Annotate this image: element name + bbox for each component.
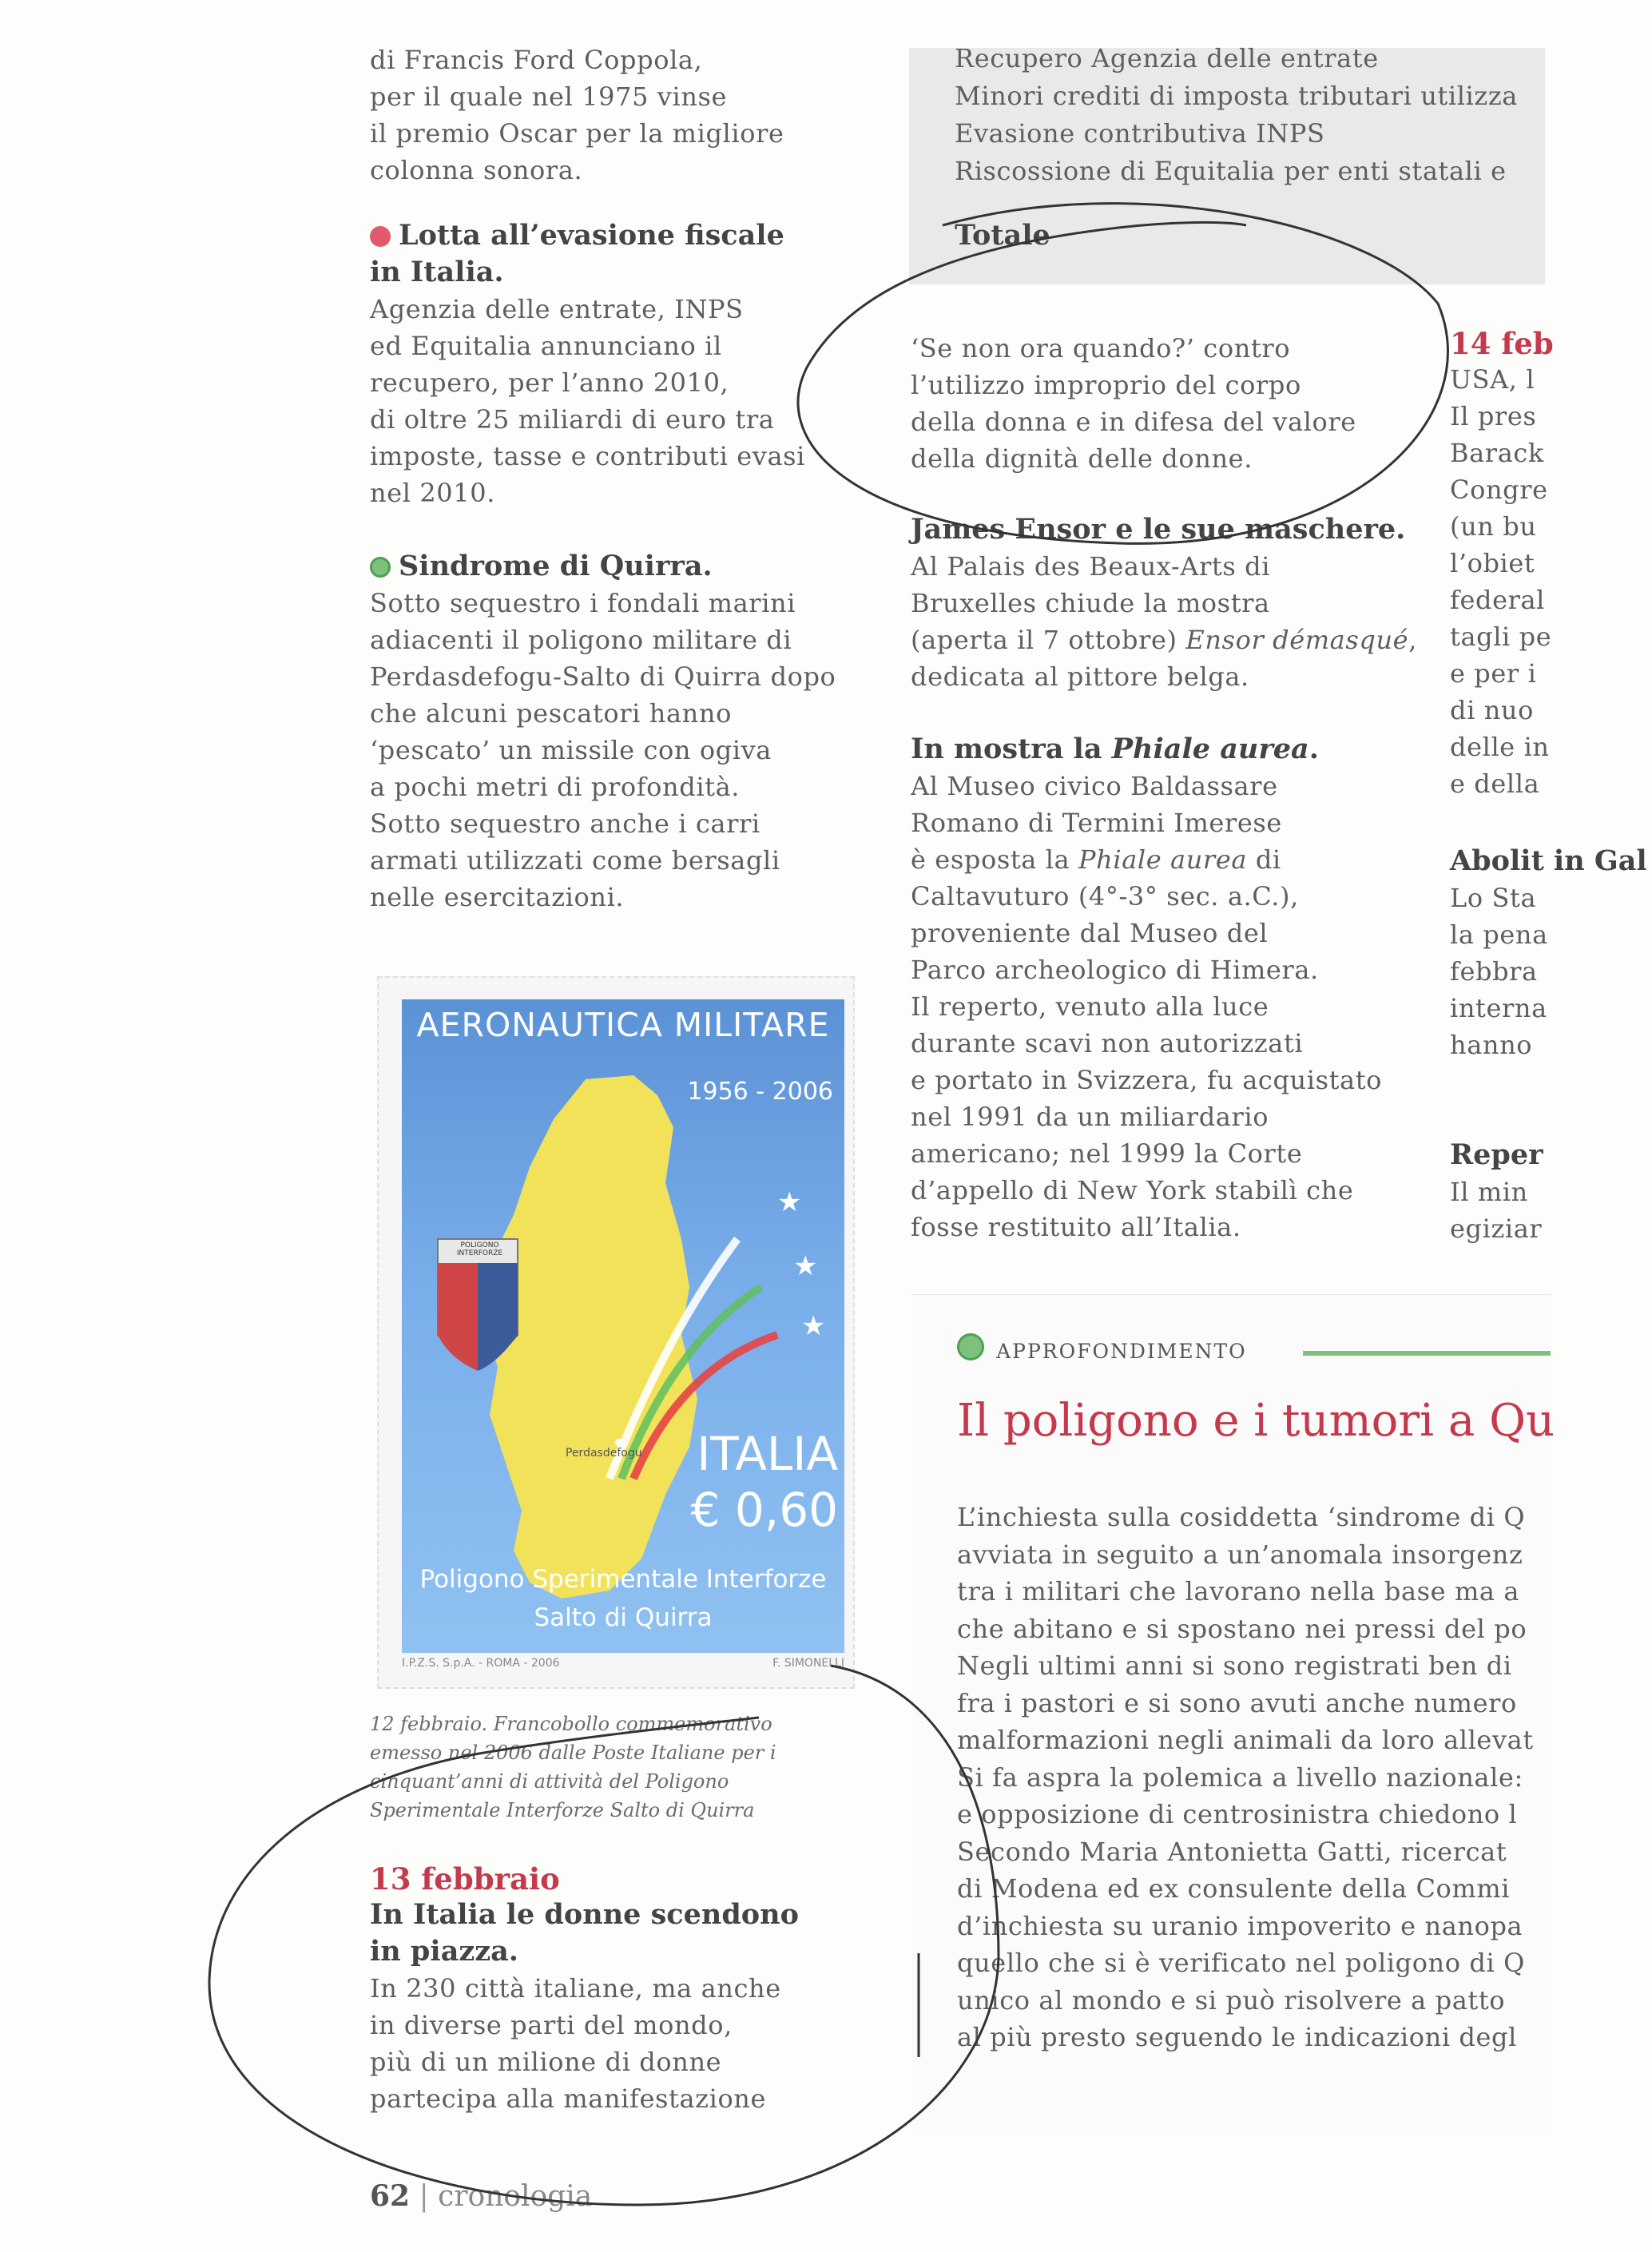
star-icon: ★ bbox=[793, 1250, 818, 1282]
star-icon: ★ bbox=[777, 1186, 802, 1218]
item-title: Reper bbox=[1450, 1138, 1543, 1171]
table-rows bbox=[955, 40, 1518, 190]
page-footer bbox=[370, 2179, 592, 2213]
approfondimento-body: L’inchiesta sulla cosiddetta ‘sindrome di Q avviata in seguito a un’anomala insorgenz tra i militari che lavorano nella base ma a che abitano e si spostano nei pressi del po Negli ultimi anni si sono registrati ben di fra i pastori e si sono avuti anche numero malformazioni negli animali da loro allevat Si fa aspra la polemica a livello nazionale: e opposizione di centrosinistra chiedono l Secondo Maria Antonietta Gatti, ricercat di Modena ed ex consulente della Commi d’inchiesta su uranio impoverito e nanopa quello che si è verificato nel poligono di Q unico al mondo e si può risolvere a patto al più presto seguendo le indicazioni degl bbox=[957, 1502, 1534, 2052]
item-body: USA, l Il pres Barack Congre (un bu l’obiet federal tagli pe e per i di nuo delle in e della bbox=[1450, 364, 1552, 799]
shield-text: POLIGONO INTERFORZE bbox=[456, 1241, 503, 1257]
item-title: In Italia le donne scendono in piazza. bbox=[370, 1898, 799, 1968]
approfondimento-title: Il poligono e i tumori a Qu bbox=[957, 1395, 1555, 1447]
stamp-footer-line2: Salto di Quirra bbox=[534, 1603, 713, 1632]
approfondimento-box bbox=[911, 1294, 1555, 2130]
table-row: Evasione contributiva INPS bbox=[955, 118, 1325, 149]
data-table-box bbox=[909, 43, 1545, 284]
table-total: Totale bbox=[955, 219, 1050, 252]
column3-item-abolit bbox=[1450, 843, 1647, 1063]
stamp-place: Perdasdefogu bbox=[566, 1447, 642, 1460]
item-13-febbraio bbox=[370, 1861, 865, 2117]
stamp-footer-line1: Poligono Sperimentale Interforze bbox=[419, 1565, 827, 1594]
item-body: Al Museo civico Baldassare Romano di Termini Imerese è esposta la Phiale aurea di Caltavuturo (4°-3° sec. a.C.), proveniente dal Museo del Parco archeologico di Himera. Il reperto, venuto alla luce durante scavi non autorizzati e portato in Svizzera, fu acquistato nel 1991 da un miliardario americano; nel 1999 la Corte d’appello di New York stabilì che fosse restituito all’Italia. bbox=[911, 771, 1383, 1242]
stamp-image bbox=[402, 999, 844, 1653]
item-title: Sindrome di Quirra. bbox=[370, 548, 865, 585]
item-ensor bbox=[911, 511, 1438, 695]
quote-text: ‘Se non ora quando?’ contro l’utilizzo improprio del corpo della donna e in difesa del valore della dignità delle donne. bbox=[911, 333, 1356, 474]
item-body: Lo Sta la pena febbra interna hanno bbox=[1450, 883, 1548, 1060]
column3-item-reper bbox=[1450, 1137, 1546, 1247]
column3-item-14-feb bbox=[1450, 326, 1554, 802]
approfondimento-header bbox=[957, 1333, 1247, 1363]
item-body: Il min egiziar bbox=[1450, 1177, 1543, 1244]
item-sindrome-quirra bbox=[370, 548, 865, 915]
stamp-years: 1956 - 2006 bbox=[687, 1078, 833, 1106]
approfondimento-rule bbox=[1303, 1351, 1551, 1356]
stamp-country: ITALIA bbox=[697, 1427, 838, 1481]
stamp-printer: I.P.Z.S. S.p.A. - ROMA - 2006 bbox=[402, 1657, 560, 1670]
table-row: Recupero Agenzia delle entrate bbox=[955, 43, 1379, 73]
item-body: Al Palais des Beaux-Arts di Bruxelles chiude la mostra (aperta il 7 ottobre) Ensor démasqué, dedicata al pittore belga. bbox=[911, 551, 1417, 692]
item-title: Lotta all’evasione fiscale in Italia. bbox=[370, 219, 784, 288]
stamp-header: AERONAUTICA MILITARE bbox=[416, 1006, 830, 1044]
page-number: 62 bbox=[370, 2179, 411, 2213]
location-dot bbox=[615, 1439, 623, 1447]
table-row: Minori crediti di imposta tributari utilizza bbox=[955, 81, 1518, 111]
item-body: Sotto sequestro i fondali marini adiacenti il poligono militare di Perdasdefogu-Salto di Quirra dopo che alcuni pescatori hanno ‘pescato’ un missile con ogiva a pochi metri di profondità. Sotto sequestro anche i carri armati utilizzati come bersagli nelle esercitazioni. bbox=[370, 588, 836, 912]
footer-section: cronologia bbox=[438, 2180, 593, 2213]
table-row: Riscossione di Equitalia per enti statali e bbox=[955, 156, 1507, 186]
footer-separator: | bbox=[419, 2180, 429, 2213]
item-body: Agenzia delle entrate, INPS ed Equitalia annunciano il recupero, per l’anno 2010, di oltre 25 miliardi di euro tra imposte, tasse e contributi evasi nel 2010. bbox=[370, 294, 805, 508]
stamp-value: € 0,60 bbox=[690, 1483, 838, 1537]
green-circle-icon bbox=[370, 557, 391, 578]
red-scribble-icon bbox=[370, 226, 391, 247]
item-title: In mostra la Phiale aurea. bbox=[911, 733, 1319, 765]
stamp-imprint bbox=[402, 1657, 844, 1670]
approfondimento-label: APPROFONDIMENTO bbox=[996, 1340, 1247, 1363]
date-heading: 13 febbraio bbox=[370, 1861, 560, 1897]
item-title: James Ensor e le sue maschere. bbox=[911, 513, 1406, 546]
shield-red-part bbox=[438, 1263, 478, 1371]
intro-text: di Francis Ford Coppola, per il quale nel 1975 vinse il premio Oscar per la migliore colonna sonora. bbox=[370, 45, 784, 185]
date-heading: 14 feb bbox=[1450, 326, 1554, 361]
item-body: In 230 città italiane, ma anche in diverse parti del mondo, più di un milione di donne partecipa alla manifestazione bbox=[370, 1973, 781, 2114]
item-phiale bbox=[911, 731, 1438, 1245]
star-icon: ★ bbox=[801, 1310, 826, 1342]
stamp-designer: F. SIMONELLI bbox=[772, 1657, 844, 1670]
green-circle-icon bbox=[957, 1333, 984, 1360]
item-title: Abolit in Gal bbox=[1450, 844, 1647, 877]
item-evasione-fiscale bbox=[370, 217, 865, 511]
stamp-caption: 12 febbraio. Francobollo commemorativo emesso nel 2006 dalle Poste Italiane per i cinquant’anni di attività del Poligono Sperimentale Interforze Salto di Quirra bbox=[370, 1713, 776, 1821]
